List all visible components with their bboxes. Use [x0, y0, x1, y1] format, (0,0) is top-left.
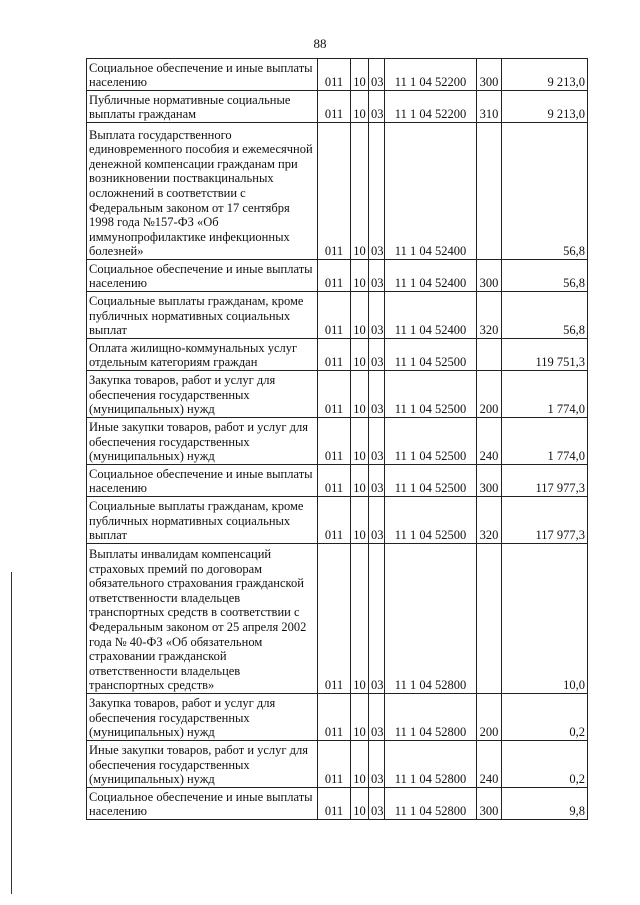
- target-article-cell: 11 1 04 52500: [385, 465, 477, 497]
- section-code-cell: 10: [351, 465, 369, 497]
- target-article-cell: 11 1 04 52200: [385, 59, 477, 91]
- section-code-cell: 10: [351, 91, 369, 123]
- expense-type-cell: 240: [477, 741, 502, 788]
- section-code-cell: 10: [351, 497, 369, 544]
- row-name-cell: Закупка товаров, работ и услуг для обеспечения государственных (муниципальных) нужд: [87, 694, 318, 741]
- ministry-code-cell: 011: [318, 59, 351, 91]
- section-code-cell: 10: [351, 418, 369, 465]
- row-name-cell: Социальное обеспечение и иные выплаты населению: [87, 260, 318, 292]
- expense-type-cell: [477, 339, 502, 371]
- subsection-code-cell: 03: [369, 465, 385, 497]
- expense-type-cell: 320: [477, 497, 502, 544]
- row-name-cell: Социальное обеспечение и иные выплаты населению: [87, 59, 318, 91]
- row-name-cell: Социальные выплаты гражданам, кроме публичных нормативных социальных выплат: [87, 292, 318, 339]
- section-code-cell: 10: [351, 123, 369, 260]
- section-code-cell: 10: [351, 741, 369, 788]
- target-article-cell: 11 1 04 52500: [385, 418, 477, 465]
- ministry-code-cell: 011: [318, 694, 351, 741]
- subsection-code-cell: 03: [369, 91, 385, 123]
- section-code-cell: 10: [351, 59, 369, 91]
- table-row: [87, 339, 588, 371]
- ministry-code-cell: 011: [318, 371, 351, 418]
- subsection-code-cell: 03: [369, 788, 385, 820]
- ministry-code-cell: 011: [318, 418, 351, 465]
- table-row: [87, 91, 588, 123]
- expense-type-cell: 300: [477, 260, 502, 292]
- target-article-cell: 11 1 04 52800: [385, 741, 477, 788]
- amount-cell: 56,8: [502, 260, 588, 292]
- target-article-cell: 11 1 04 52400: [385, 260, 477, 292]
- target-article-cell: 11 1 04 52500: [385, 497, 477, 544]
- subsection-code-cell: 03: [369, 59, 385, 91]
- target-article-cell: 11 1 04 52200: [385, 91, 477, 123]
- row-name-cell: Закупка товаров, работ и услуг для обеспечения государственных (муниципальных) нужд: [87, 371, 318, 418]
- amount-cell: 119 751,3: [502, 339, 588, 371]
- row-name-cell: Оплата жилищно-коммунальных услуг отдельным категориям граждан: [87, 339, 318, 371]
- subsection-code-cell: 03: [369, 371, 385, 418]
- amount-cell: 56,8: [502, 292, 588, 339]
- table-row: [87, 260, 588, 292]
- subsection-code-cell: 03: [369, 260, 385, 292]
- ministry-code-cell: 011: [318, 465, 351, 497]
- ministry-code-cell: 011: [318, 260, 351, 292]
- subsection-code-cell: 03: [369, 694, 385, 741]
- amount-cell: 9 213,0: [502, 59, 588, 91]
- row-name-cell: Социальное обеспечение и иные выплаты населению: [87, 788, 318, 820]
- table-body: [87, 59, 588, 820]
- subsection-code-cell: 03: [369, 544, 385, 694]
- table-row: [87, 544, 588, 694]
- amount-cell: 9 213,0: [502, 91, 588, 123]
- table-row: [87, 371, 588, 418]
- section-code-cell: 10: [351, 371, 369, 418]
- expense-type-cell: 240: [477, 418, 502, 465]
- page-number: 88: [313, 36, 327, 51]
- expense-type-cell: 300: [477, 788, 502, 820]
- expense-type-cell: 300: [477, 59, 502, 91]
- amount-cell: 9,8: [502, 788, 588, 820]
- row-name-cell: Выплата государственного единовременного пособия и ежемесячной денежной компенсации гражданам при возникновении поствакцинальных осложнений в соответствии с Федеральным законом от 17 сентября 1998 года №157-ФЗ «Об иммунопрофилактике инфекционных болезней»: [87, 123, 318, 260]
- section-code-cell: 10: [351, 292, 369, 339]
- ministry-code-cell: 011: [318, 123, 351, 260]
- table-row: [87, 694, 588, 741]
- subsection-code-cell: 03: [369, 339, 385, 371]
- table-row: [87, 465, 588, 497]
- margin-line: [11, 572, 12, 894]
- row-name-cell: Иные закупки товаров, работ и услуг для обеспечения государственных (муниципальных) нужд: [87, 418, 318, 465]
- table-row: [87, 788, 588, 820]
- subsection-code-cell: 03: [369, 741, 385, 788]
- target-article-cell: 11 1 04 52500: [385, 339, 477, 371]
- table-row: [87, 59, 588, 91]
- expense-type-cell: 310: [477, 91, 502, 123]
- row-name-cell: Иные закупки товаров, работ и услуг для обеспечения государственных (муниципальных) нужд: [87, 741, 318, 788]
- table-row: [87, 418, 588, 465]
- amount-cell: 0,2: [502, 741, 588, 788]
- section-code-cell: 10: [351, 260, 369, 292]
- amount-cell: 117 977,3: [502, 465, 588, 497]
- target-article-cell: 11 1 04 52400: [385, 123, 477, 260]
- subsection-code-cell: 03: [369, 123, 385, 260]
- ministry-code-cell: 011: [318, 788, 351, 820]
- expense-type-cell: [477, 123, 502, 260]
- budget-table: [86, 58, 588, 820]
- row-name-cell: Публичные нормативные социальные выплаты гражданам: [87, 91, 318, 123]
- ministry-code-cell: 011: [318, 292, 351, 339]
- target-article-cell: 11 1 04 52800: [385, 544, 477, 694]
- table-row: [87, 123, 588, 260]
- expense-type-cell: [477, 544, 502, 694]
- section-code-cell: 10: [351, 339, 369, 371]
- target-article-cell: 11 1 04 52800: [385, 788, 477, 820]
- subsection-code-cell: 03: [369, 292, 385, 339]
- subsection-code-cell: 03: [369, 497, 385, 544]
- amount-cell: 56,8: [502, 123, 588, 260]
- expense-type-cell: 300: [477, 465, 502, 497]
- table-row: [87, 497, 588, 544]
- target-article-cell: 11 1 04 52500: [385, 371, 477, 418]
- expense-type-cell: 320: [477, 292, 502, 339]
- section-code-cell: 10: [351, 694, 369, 741]
- section-code-cell: 10: [351, 544, 369, 694]
- ministry-code-cell: 011: [318, 544, 351, 694]
- row-name-cell: Выплаты инвалидам компенсаций страховых премий по договорам обязательного страхования гражданской ответственности владельцев транспортных средств в соответствии с Федеральным законом от 25 апреля 2002 года № 40-ФЗ «Об обязательном страховании гражданской ответственности владельцев транспортных средств»: [87, 544, 318, 694]
- subsection-code-cell: 03: [369, 418, 385, 465]
- amount-cell: 1 774,0: [502, 418, 588, 465]
- row-name-cell: Социальное обеспечение и иные выплаты населению: [87, 465, 318, 497]
- expense-type-cell: 200: [477, 694, 502, 741]
- ministry-code-cell: 011: [318, 339, 351, 371]
- ministry-code-cell: 011: [318, 91, 351, 123]
- expense-type-cell: 200: [477, 371, 502, 418]
- amount-cell: 1 774,0: [502, 371, 588, 418]
- amount-cell: 117 977,3: [502, 497, 588, 544]
- target-article-cell: 11 1 04 52400: [385, 292, 477, 339]
- target-article-cell: 11 1 04 52800: [385, 694, 477, 741]
- amount-cell: 10,0: [502, 544, 588, 694]
- table-row: [87, 292, 588, 339]
- section-code-cell: 10: [351, 788, 369, 820]
- row-name-cell: Социальные выплаты гражданам, кроме публичных нормативных социальных выплат: [87, 497, 318, 544]
- amount-cell: 0,2: [502, 694, 588, 741]
- ministry-code-cell: 011: [318, 741, 351, 788]
- table-row: [87, 741, 588, 788]
- ministry-code-cell: 011: [318, 497, 351, 544]
